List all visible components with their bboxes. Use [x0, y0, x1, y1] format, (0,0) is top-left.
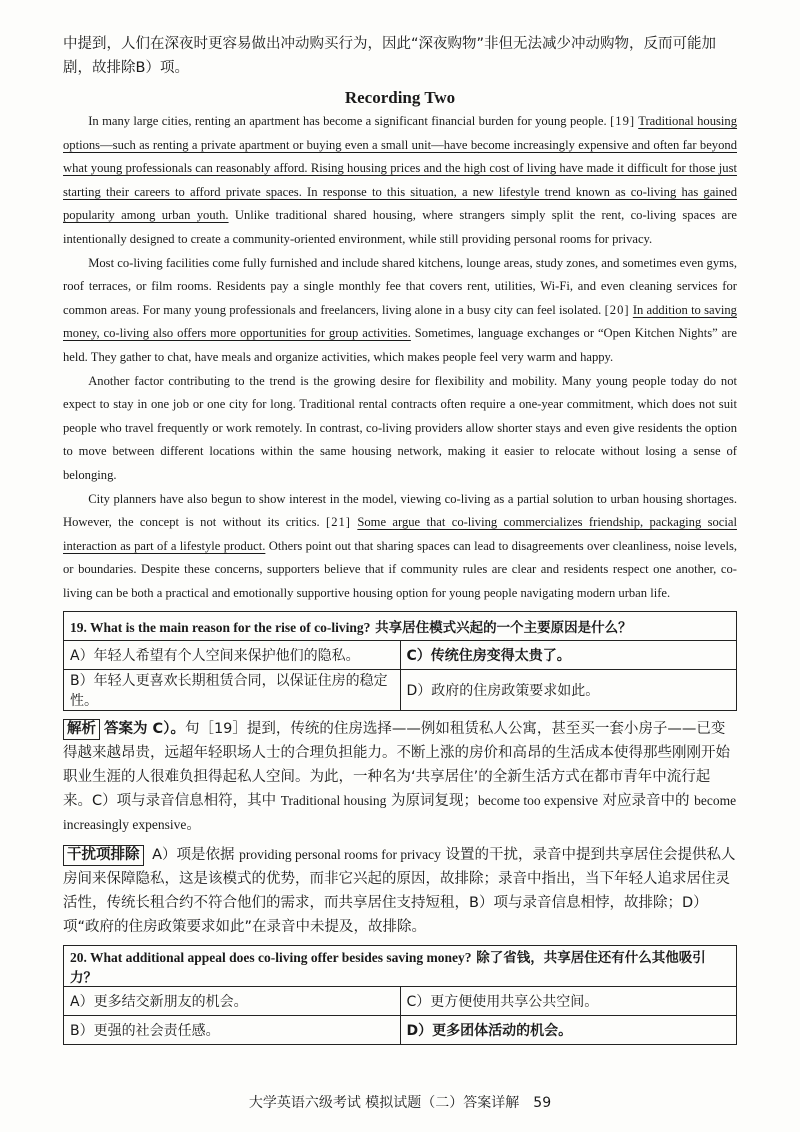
q20-chinese: 除了省钱，共享居住还有什么其他吸引力？: [70, 950, 706, 987]
question-20-stem: [64, 946, 737, 987]
q19-option-b: B）年轻人更喜欢长期租赁合同，以保证住房的稳定性。: [64, 670, 401, 711]
analysis-en-1: Traditional housing: [280, 793, 387, 809]
p1-text-b: Unlike traditional shared housing, where strangers simply split the rent, co-living spaces are intentionally designed to create a community-oriented environment, while still providing personal rooms for privacy.: [63, 208, 737, 246]
p4-text-b: Others point out that sharing spaces can lead to disagreements over cleanliness, noise levels, or boundaries. Despite these concerns, supporters believe that if community rules are clear and residents respect one another, co-living can be both a practical and emotionally supportive housing option for young people navigating modern urban life.: [63, 538, 738, 600]
q20-option-c: C）更方便使用共享公共空间。: [400, 987, 737, 1016]
analysis-text-4: 。: [186, 817, 201, 834]
analysis-text-3: 对应录音中的: [597, 793, 695, 810]
recording-paragraph-2: [63, 252, 737, 370]
q20-option-a: A）更多结交新朋友的机会。: [64, 987, 401, 1016]
distractor-text-1: A）项是依据: [147, 847, 240, 864]
question-19-stem: [64, 612, 737, 641]
q19-english: 19. What is the main reason for the rise of co-living?: [70, 620, 371, 636]
analysis-en-3: become increasingly expensive: [63, 793, 737, 833]
p2-underlined: In addition to saving money, co-living also offers more opportunities for group activities.: [63, 302, 737, 341]
distractor-text-2: 设置的干扰，录音中提到共享居住会提供私人房间来保障隐私，这是该模式的优势，而非它兴起的原因，故排除；录音中指出，当下年轻人追求居住灵活性，传统长租合约不符合他们的需求，而共享居住支持短租，B）项与录音信息相悖，故排除；D）项“政府的住房政策要求如此”在录音中未提及，故排除。: [63, 847, 736, 936]
p1-text-a: In many large cities, renting an apartment has become a significant financial burden for young people.: [88, 114, 611, 128]
recording-title: Recording Two: [344, 88, 456, 107]
analysis-tag: 解析: [63, 719, 100, 740]
q19-chinese: 共享居住模式兴起的一个主要原因是什么？: [370, 620, 632, 637]
recording-paragraph-4: [63, 488, 737, 606]
analysis-19: [63, 717, 737, 837]
question-20-table: [63, 945, 737, 1045]
distractor-tag: 干扰项排除: [63, 845, 144, 866]
q19-option-a: A）年轻人希望有个人空间来保护他们的隐私。: [64, 641, 401, 670]
p1-marker: [19]: [610, 114, 636, 128]
p1-underlined: Traditional housing options—such as renting a private apartment or buying even a small unit—have become increasingly expensive and often far beyond what young professionals can reasonably afford. Rising housing prices and the high cost of living have made it difficult for those just starting their careers to afford private spaces. In response to this situation, a new lifestyle trend known as co-living has gained popularity among urban youth.: [63, 114, 738, 223]
intro-paragraph: 中提到，人们在深夜时更容易做出冲动购买行为，因此“深夜购物”非但无法减少冲动购物，反而可能加剧，故排除B）项。: [63, 36, 717, 76]
analysis-text-1: 句［19］提到，传统的住房选择——例如租赁私人公寓，甚至买一套小房子——已变得越来越昂贵，远超年轻职场人士的合理负担能力。不断上涨的房价和高昂的生活成本使得那些刚刚开始职业生涯的人很难负担得起私人空间。为此，一种名为‘共享居住’的全新生活方式在都市青年中流行起来。C）项与录音信息相符，其中: [63, 721, 730, 810]
recording-paragraph-3: Another factor contributing to the trend is the growing desire for flexibility and mobility. Many young people today do not expect to stay in one job or one city for long. Traditional rental contracts often require a one-year commitment, which does not suit people who travel frequently or work remotely. In contrast, co-living providers allow shorter stays and even give residents the option to move between different locations within the same housing network, making it easier to relocate without losing a sense of belonging.: [63, 373, 737, 482]
analysis-en-2: become too expensive: [477, 793, 598, 809]
q19-option-d: D）政府的住房政策要求如此。: [400, 670, 737, 711]
q20-option-b: B）更强的社会责任感。: [64, 1016, 401, 1045]
question-19-table: [63, 611, 737, 711]
p4-marker: [21]: [326, 515, 351, 530]
distractor-19: [63, 843, 737, 939]
q20-option-d: D）更多团体活动的机会。: [400, 1016, 737, 1045]
p2-text-b: Sometimes, language exchanges or “Open Kitchen Nights” are held. They gather to chat, have meals and organize activities, which makes people feel very warm and happy.: [63, 326, 737, 364]
q20-english: 20. What additional appeal does co-living offer besides saving money?: [70, 950, 472, 966]
distractor-en-1: providing personal rooms for privacy: [239, 847, 441, 863]
page-footer: 大学英语六级考试 模拟试题（二）答案详解 59: [248, 1095, 552, 1111]
p4-underlined: Some argue that co-living commercializes friendship, packaging social interaction as part of a lifestyle product.: [63, 515, 737, 553]
analysis-text-2: 为原词复现；: [386, 793, 478, 810]
analysis-answer: 答案为 C）。: [104, 721, 185, 738]
p4-text-a: City planners have also begun to show interest in the model, viewing co-living as a partial solution to urban housing shortages. However, the concept is not without its critics.: [63, 491, 737, 530]
q19-option-c: C）传统住房变得太贵了。: [400, 641, 737, 670]
p2-text-a: Most co-living facilities come fully furnished and include shared kitchens, lounge areas, study zones, and sometimes even gyms, roof terraces, or film rooms. Residents pay a single monthly fee that covers rent, utilities, Wi-Fi, and even cleaning services for common areas. For many young professionals and freelancers, living alone in a busy city can feel isolated.: [63, 255, 737, 317]
recording-paragraph-1: [63, 110, 737, 252]
p2-marker: [20]: [604, 302, 630, 317]
